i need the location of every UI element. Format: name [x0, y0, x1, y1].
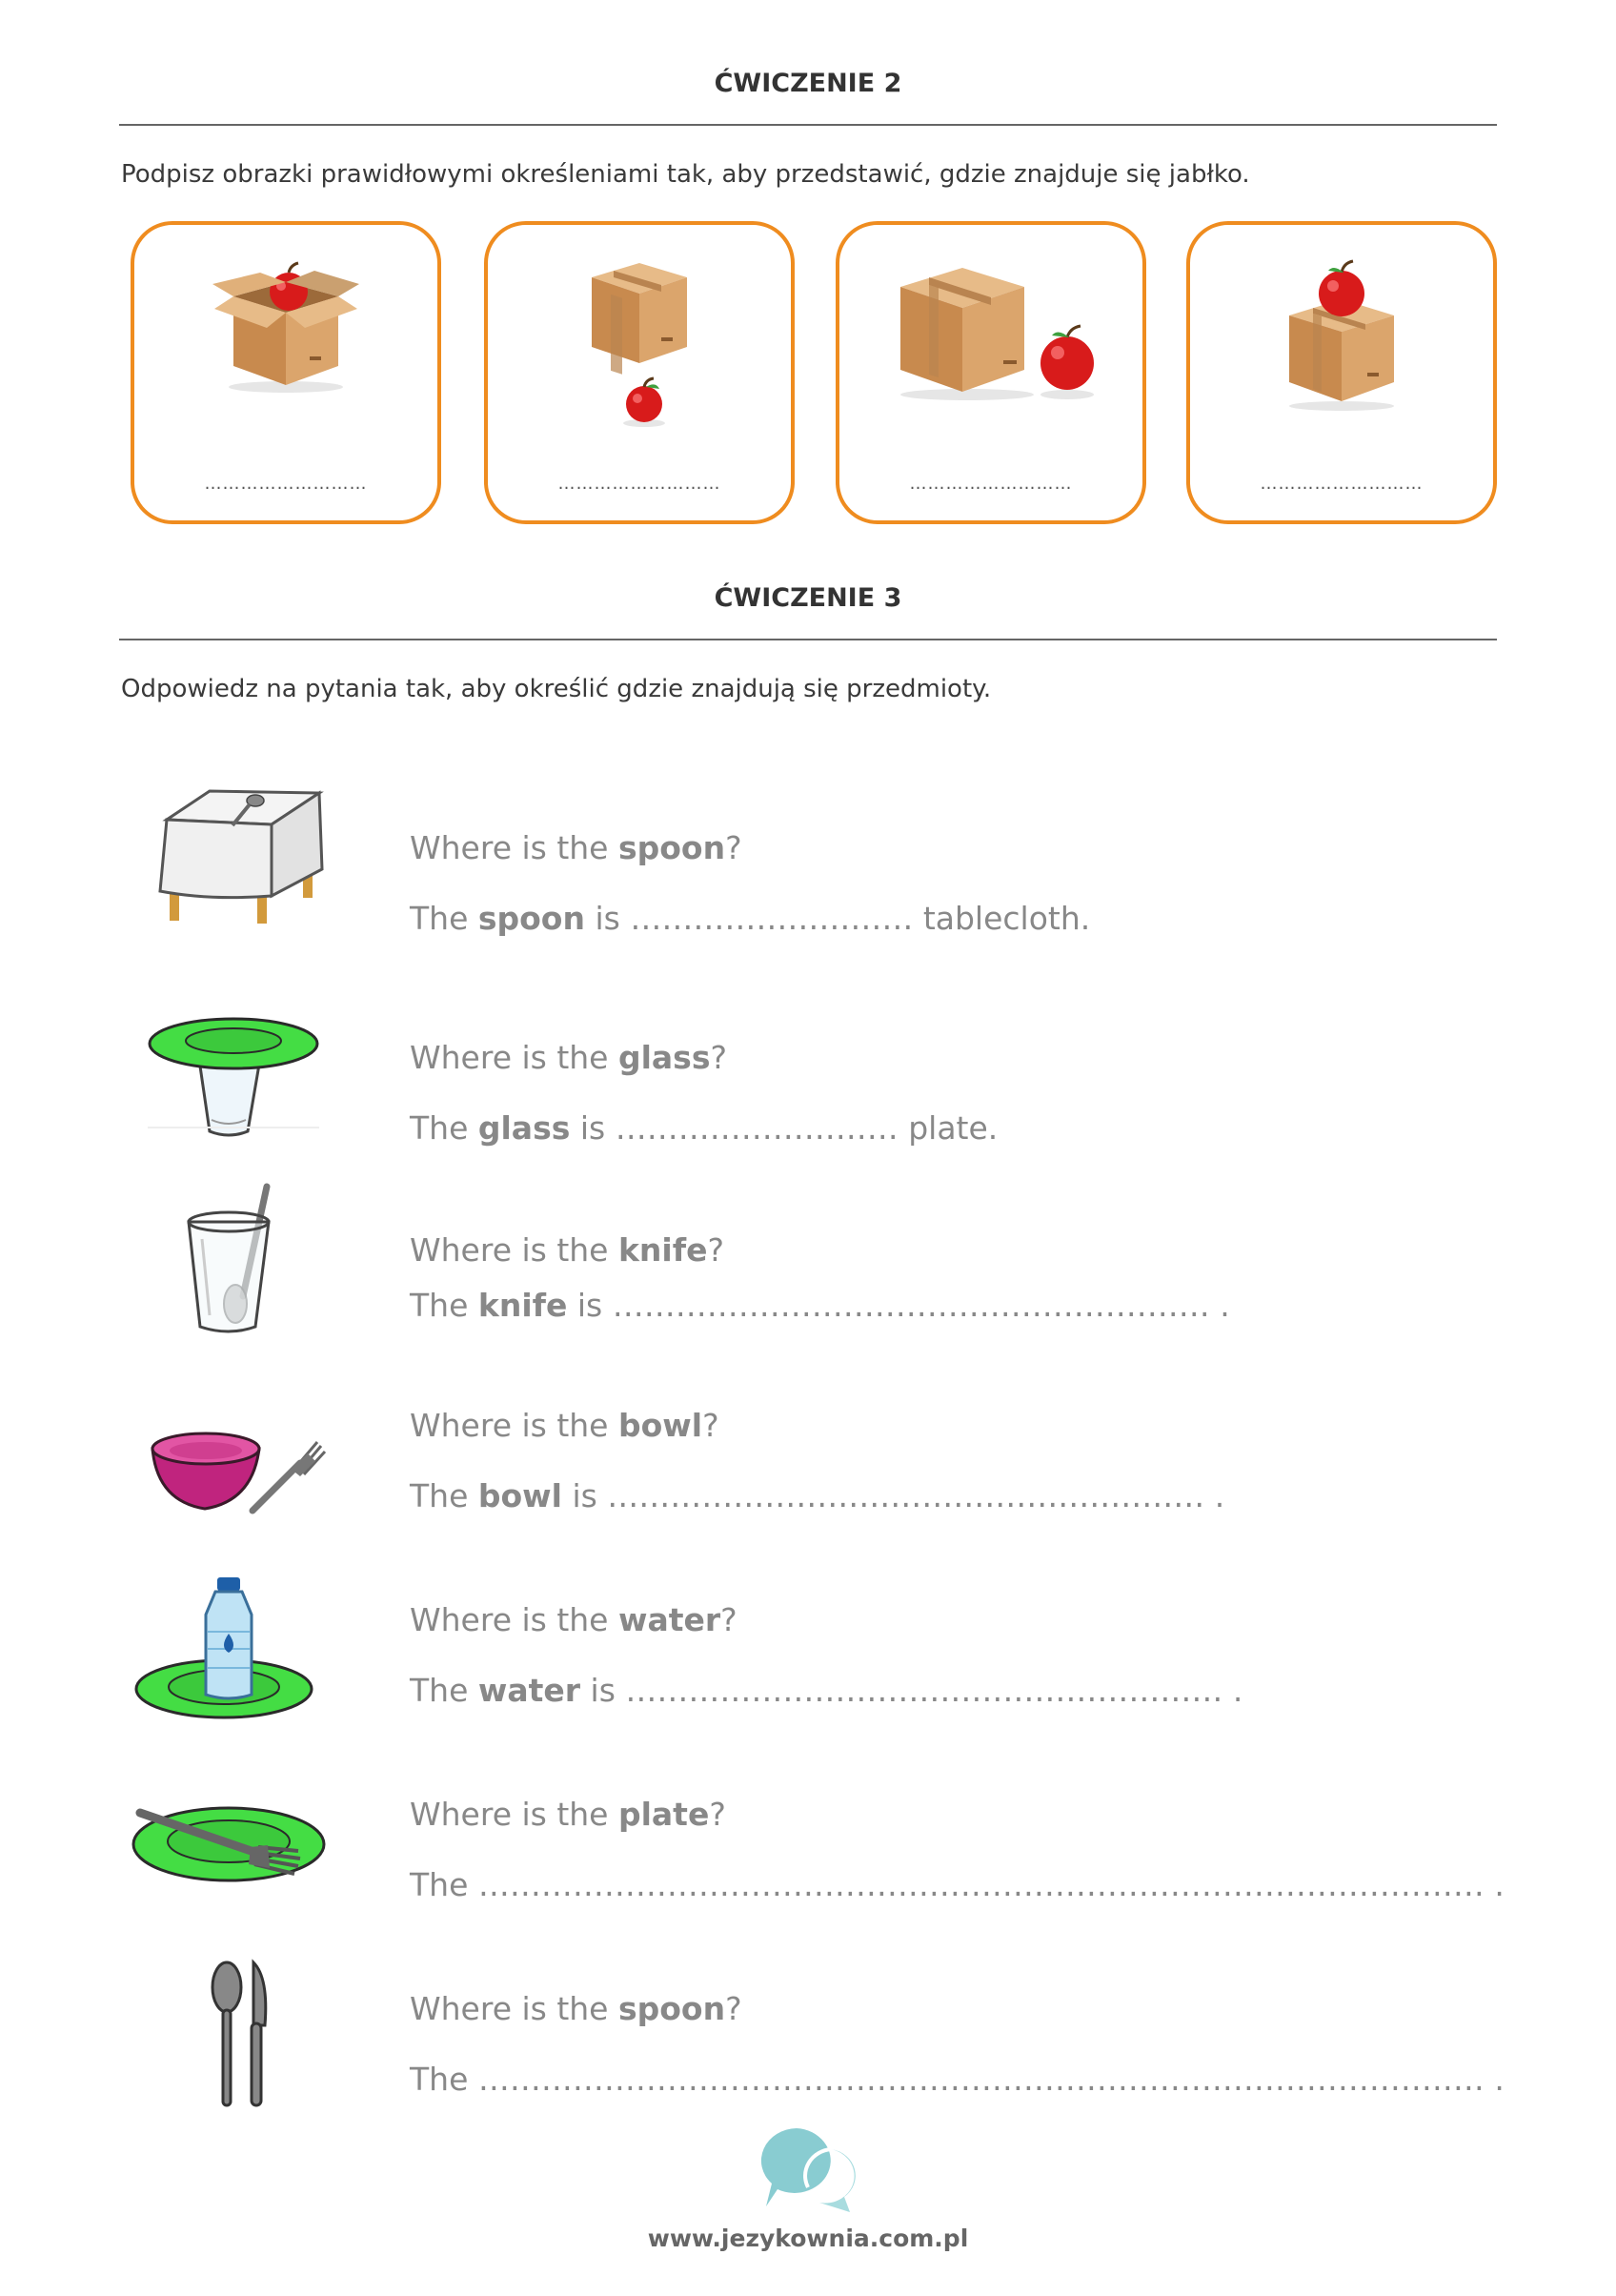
- question-3: Where is the knife?: [410, 1231, 724, 1269]
- spoon-next-to-knife-icon: [210, 1959, 276, 2111]
- answer-6[interactable]: The …………………………………………………………………………………… .: [410, 1866, 1505, 1903]
- answer-blank[interactable]: ………………………: [1260, 474, 1424, 494]
- answer-blank[interactable]: ………………………: [909, 474, 1073, 494]
- apple-next-to-box-icon: [881, 254, 1101, 406]
- bowl-next-to-fork-icon: [148, 1425, 329, 1520]
- question-6: Where is the plate?: [410, 1796, 726, 1833]
- water-bottle-on-plate-icon: [133, 1573, 324, 1725]
- question-5: Where is the water?: [410, 1601, 737, 1638]
- answer-2[interactable]: The glass is ……………………… plate.: [410, 1109, 999, 1147]
- question-4: Where is the bowl?: [410, 1407, 719, 1444]
- footer-url[interactable]: www.jezykownia.com.pl: [647, 2225, 969, 2252]
- fork-on-plate-icon: [129, 1792, 329, 1897]
- answer-card-2: [484, 221, 795, 524]
- question-2: Where is the glass?: [410, 1039, 727, 1076]
- answer-blank[interactable]: ………………………: [557, 474, 721, 494]
- answer-blank[interactable]: ………………………: [204, 474, 368, 494]
- answer-5[interactable]: The water is ………………………………………………… .: [410, 1672, 1243, 1709]
- question-1: Where is the spoon?: [410, 829, 742, 866]
- answer-card-4: [1186, 221, 1497, 524]
- answer-3[interactable]: The knife is ………………………………………………… .: [410, 1287, 1230, 1324]
- divider: [119, 124, 1497, 126]
- exercise-2-instruction: Podpisz obrazki prawidłowymi określeniami tak, aby przedstawić, gdzie znajduje się jabłko.: [121, 160, 1250, 189]
- answer-7[interactable]: The …………………………………………………………………………………… .: [410, 2061, 1505, 2098]
- apple-in-box-icon: [205, 254, 367, 396]
- speech-bubbles-logo-icon: [749, 2121, 873, 2216]
- knife-in-glass-icon: [181, 1182, 286, 1339]
- divider: [119, 639, 1497, 640]
- answer-1[interactable]: The spoon is ……………………… tablecloth.: [410, 900, 1091, 937]
- glass-under-plate-icon: [143, 1015, 324, 1148]
- question-7: Where is the spoon?: [410, 1990, 742, 2027]
- exercise-3-title: ĆWICZENIE 3: [714, 583, 902, 613]
- apple-under-box-icon: [558, 254, 720, 435]
- answer-card-1: [131, 221, 441, 524]
- apple-on-box-icon: [1261, 254, 1423, 416]
- answer-4[interactable]: The bowl is ………………………………………………… .: [410, 1477, 1225, 1514]
- spoon-on-tablecloth-icon: [152, 782, 333, 929]
- exercise-2-title: ĆWICZENIE 2: [714, 69, 902, 98]
- answer-card-3: [836, 221, 1146, 524]
- exercise-3-instruction: Odpowiedz na pytania tak, aby określić gdzie znajdują się przedmioty.: [121, 675, 992, 703]
